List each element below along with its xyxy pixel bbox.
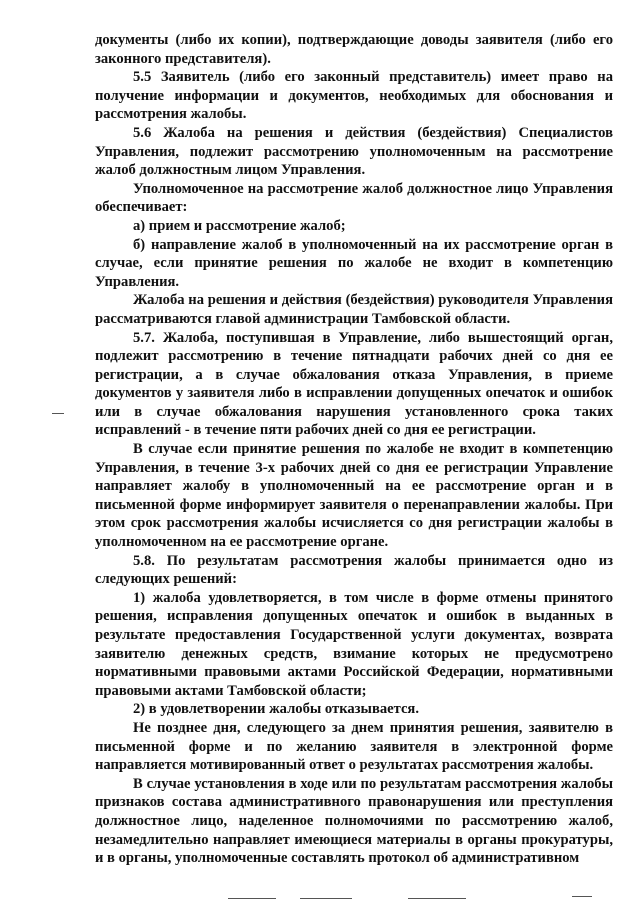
decision-item-1: 1) жалоба удовлетворяется, в том числе в форме отмены принятого решения, исправления допущенных опечаток и ошибок в выданных в результате предоставления Государственной услуги документах, возврата заявителю денежных средств, взимание которых не предусмотрено нормативными правовыми актами Российской Федерации, нормативными правовыми актами Тамбовской области; xyxy=(95,589,613,699)
margin-mark xyxy=(52,413,64,414)
paragraph-violation: В случае установления в ходе или по результатам рассмотрения жалобы признаков состава административного правонарушения или преступления должностное лицо, наделенное полномочиями по рассмотрению жалоб, незамедлительно направляет имеющиеся материалы в органы прокуратуры, и в органы, уполномоченные составлять протокол об административном xyxy=(95,775,613,867)
decision-item-2: 2) в удовлетворении жалобы отказывается. xyxy=(133,701,419,718)
paragraph-reply: Не позднее дня, следующего за днем принятия решения, заявителю в письменной форме и по желанию заявителя в электронной форме направляется мотивированный ответ о результатах рассмотрения жалобы. xyxy=(95,719,613,774)
bottom-scan-line xyxy=(408,898,466,899)
document-text xyxy=(95,31,613,868)
paragraph-continuation: документы (либо их копии), подтверждающие доводы заявителя (либо его законного представителя). xyxy=(95,32,613,67)
paragraph-official-provides: Уполномоченное на рассмотрение жалоб должностное лицо Управления обеспечивает: xyxy=(95,180,613,216)
bottom-scan-line xyxy=(228,898,276,899)
paragraph-5-6: 5.6 Жалоба на решения и действия (бездействия) Специалистов Управления, подлежит рассмотрению уполномоченным на рассмотрение жалоб должностным лицом Управления. xyxy=(95,124,613,179)
bottom-scan-line xyxy=(572,896,592,897)
paragraph-5-8: 5.8. По результатам рассмотрения жалобы принимается одно из следующих решений: xyxy=(95,552,613,588)
list-item-a: а) прием и рассмотрение жалоб; xyxy=(133,217,346,234)
paragraph-head-complaint: Жалоба на решения и действия (бездействия) руководителя Управления рассматриваются главой администрации Тамбовской области. xyxy=(95,292,613,327)
paragraph-5-7: 5.7. Жалоба, поступившая в Управление, либо вышестоящий орган, подлежит рассмотрению в течение пятнадцати рабочих дней со дня ее регистрации, а в случае обжалования отказа Управления, в приеме документов у заявителя либо в исправлении допущенных опечаток и ошибок или в случае обжалования нарушения установленного срока таких исправлений - в течение пяти рабочих дней со дня ее регистрации. xyxy=(95,329,613,439)
paragraph-redirect: В случае если принятие решения по жалобе не входит в компетенцию Управления, в течение 3-х рабочих дней со дня ее регистрации Управление направляет жалобу в уполномоченный на ее рассмотрение орган и в письменной форме информирует заявителя о перенаправлении жалобы. При этом срок рассмотрения жалобы исчисляется со дня регистрации жалобы в уполномоченном на ее рассмотрение органе. xyxy=(95,441,613,551)
bottom-scan-line xyxy=(300,898,352,899)
list-item-b: б) направление жалоб в уполномоченный на их рассмотрение орган в случае, если принятие решения по жалобе не входит в компетенцию Управления. xyxy=(95,236,613,290)
paragraph-5-5: 5.5 Заявитель (либо его законный представитель) имеет право на получение информации и документов, необходимых для обоснования и рассмотрения жалобы. xyxy=(95,69,613,123)
